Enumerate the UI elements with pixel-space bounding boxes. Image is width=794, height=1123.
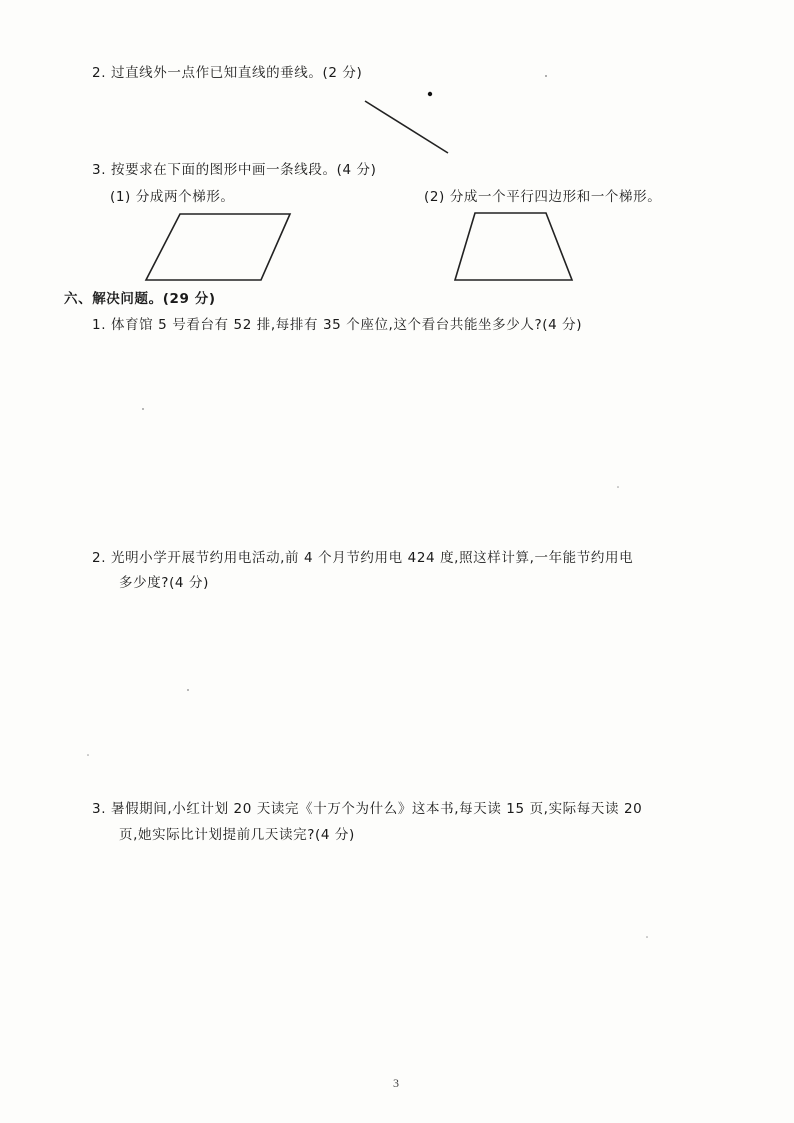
problem-stadium-seats: 1. 体育馆 5 号看台有 52 排,每排有 35 个座位,这个看台共能坐多少人?(4 分) — [92, 317, 583, 333]
speck — [87, 754, 89, 756]
speck — [142, 408, 144, 410]
speck — [646, 936, 648, 938]
question-draw-segment: 3. 按要求在下面的图形中画一条线段。(4 分) — [92, 162, 377, 178]
speck — [545, 75, 547, 77]
page-number: 3 — [393, 1076, 399, 1090]
subquestion-two-trapezoids: (1) 分成两个梯形。 — [110, 189, 235, 205]
problem-reading-line1: 3. 暑假期间,小红计划 20 天读完《十万个为什么》这本书,每天读 15 页,实际每天读 20 — [92, 801, 643, 817]
speck — [187, 689, 189, 691]
subquestion-parallelogram-trapezoid: (2) 分成一个平行四边形和一个梯形。 — [424, 189, 662, 205]
question-perpendicular: 2. 过直线外一点作已知直线的垂线。(2 分) — [92, 65, 363, 81]
problem-reading-line2: 页,她实际比计划提前几天读完?(4 分) — [119, 827, 355, 843]
speck — [617, 486, 619, 488]
section-heading-problem-solving: 六、解决问题。(29 分) — [64, 291, 216, 307]
problem-electricity-line2: 多少度?(4 分) — [119, 575, 209, 591]
problem-electricity-line1: 2. 光明小学开展节约用电活动,前 4 个月节约用电 424 度,照这样计算,一年能节约用电 — [92, 550, 634, 566]
